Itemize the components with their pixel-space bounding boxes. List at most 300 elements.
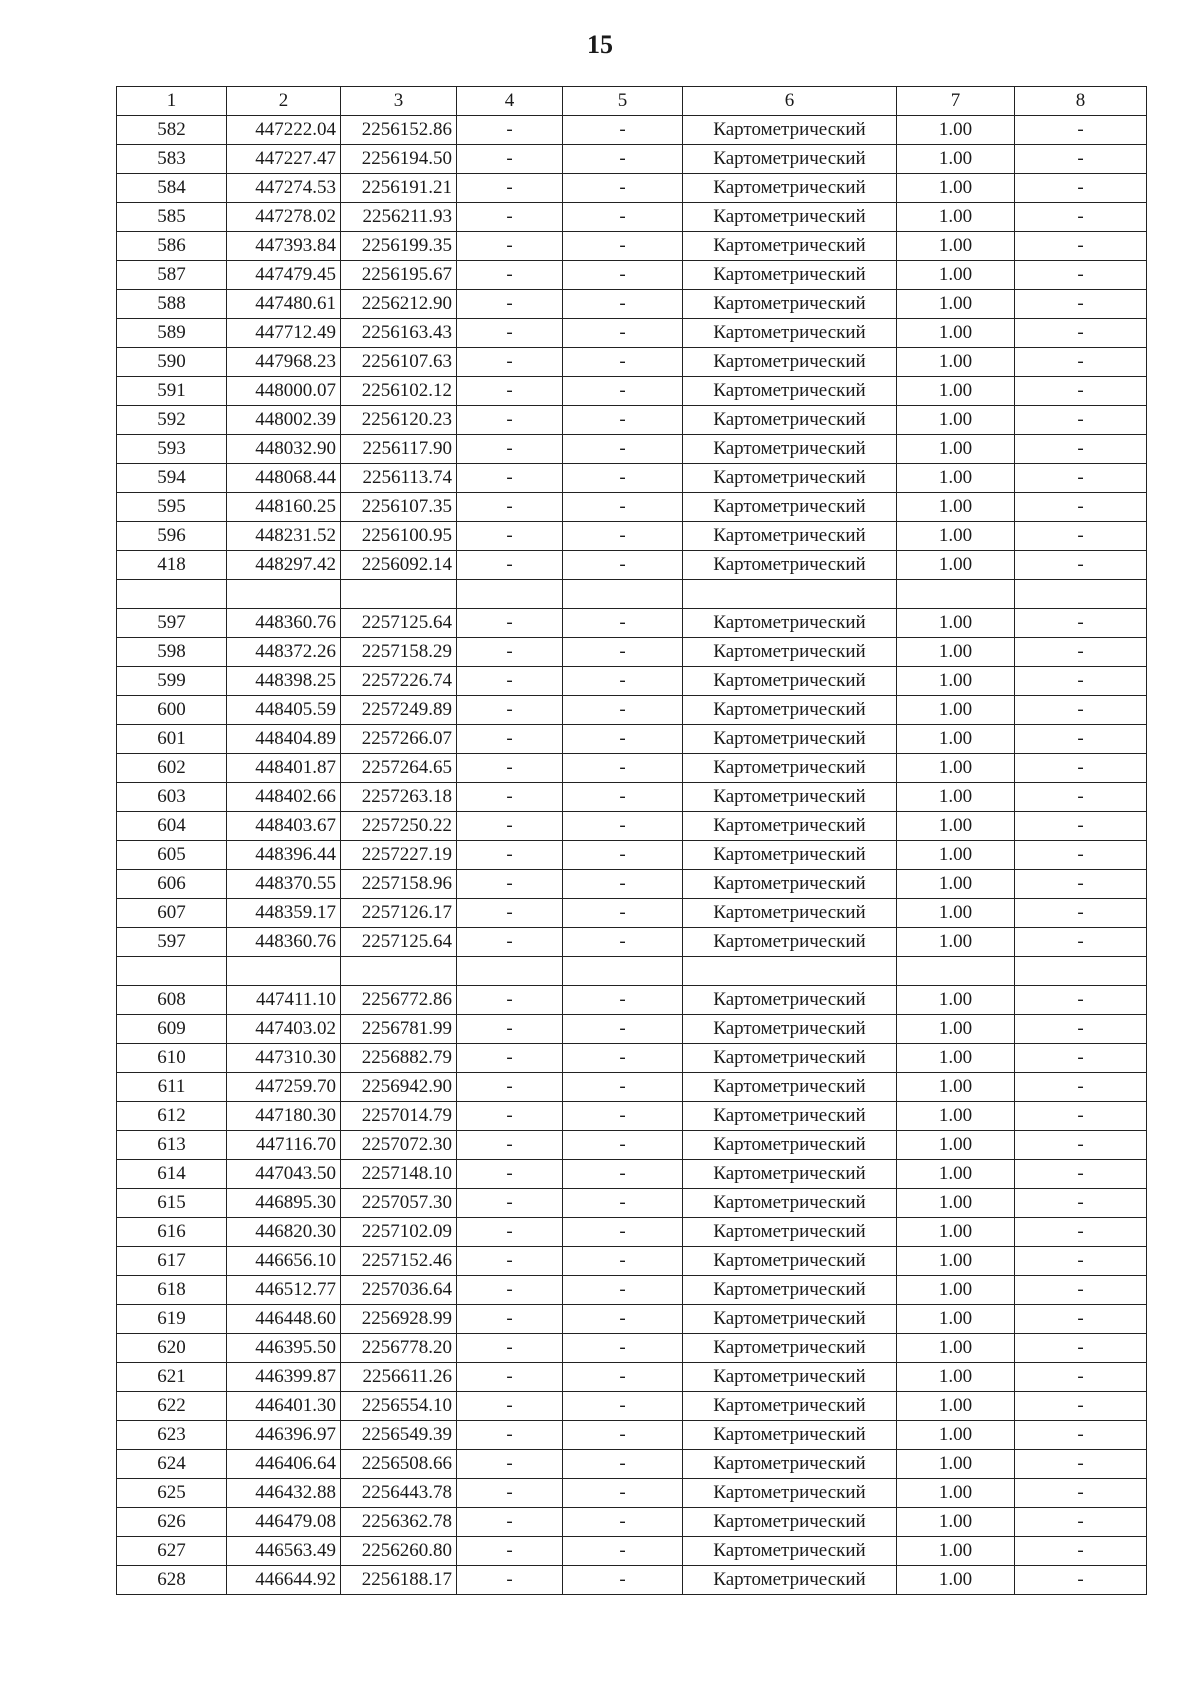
- y-coordinate-cell: 2256554.10: [341, 1392, 457, 1421]
- method-cell: Картометрический: [683, 841, 897, 870]
- accuracy-cell: 1.00: [897, 986, 1015, 1015]
- point-number-cell: 625: [117, 1479, 227, 1508]
- point-number-cell: 583: [117, 145, 227, 174]
- point-number-cell: 616: [117, 1218, 227, 1247]
- accuracy-cell: 1.00: [897, 551, 1015, 580]
- column-8-cell: -: [1015, 841, 1147, 870]
- y-coordinate-cell: 2256100.95: [341, 522, 457, 551]
- column-4-cell: -: [457, 1363, 563, 1392]
- column-8-cell: -: [1015, 319, 1147, 348]
- accuracy-cell: 1.00: [897, 1102, 1015, 1131]
- column-5-cell: -: [563, 696, 683, 725]
- table-row: [117, 696, 1147, 725]
- point-number-cell: 593: [117, 435, 227, 464]
- y-coordinate-cell: 2257158.96: [341, 870, 457, 899]
- column-5-cell: -: [563, 203, 683, 232]
- column-4-cell: -: [457, 696, 563, 725]
- y-coordinate-cell: 2257226.74: [341, 667, 457, 696]
- accuracy-cell: [897, 957, 1015, 986]
- column-4-cell: -: [457, 174, 563, 203]
- column-8-cell: -: [1015, 145, 1147, 174]
- table-row: [117, 1131, 1147, 1160]
- column-5-cell: -: [563, 638, 683, 667]
- x-coordinate-cell: 447393.84: [227, 232, 341, 261]
- y-coordinate-cell: 2256508.66: [341, 1450, 457, 1479]
- point-number-cell: 418: [117, 551, 227, 580]
- y-coordinate-cell: 2257148.10: [341, 1160, 457, 1189]
- method-cell: Картометрический: [683, 406, 897, 435]
- column-8-cell: -: [1015, 638, 1147, 667]
- column-4-cell: -: [457, 1508, 563, 1537]
- point-number-cell: 590: [117, 348, 227, 377]
- accuracy-cell: 1.00: [897, 406, 1015, 435]
- method-cell: Картометрический: [683, 348, 897, 377]
- y-coordinate-cell: 2257102.09: [341, 1218, 457, 1247]
- y-coordinate-cell: 2256102.12: [341, 377, 457, 406]
- table-row: [117, 406, 1147, 435]
- y-coordinate-cell: 2256772.86: [341, 986, 457, 1015]
- y-coordinate-cell: 2256191.21: [341, 174, 457, 203]
- y-coordinate-cell: 2257036.64: [341, 1276, 457, 1305]
- column-5-cell: -: [563, 1218, 683, 1247]
- column-8-cell: -: [1015, 1566, 1147, 1595]
- x-coordinate-cell: 446563.49: [227, 1537, 341, 1566]
- table-row: [117, 522, 1147, 551]
- header-cell: 2: [227, 87, 341, 116]
- point-number-cell: 597: [117, 928, 227, 957]
- column-4-cell: -: [457, 1073, 563, 1102]
- table-row: [117, 1566, 1147, 1595]
- column-8-cell: -: [1015, 174, 1147, 203]
- table-row: [117, 1073, 1147, 1102]
- method-cell: Картометрический: [683, 1305, 897, 1334]
- method-cell: Картометрический: [683, 1131, 897, 1160]
- table-row: [117, 1218, 1147, 1247]
- column-5-cell: -: [563, 464, 683, 493]
- column-8-cell: -: [1015, 899, 1147, 928]
- column-4-cell: -: [457, 232, 563, 261]
- header-row: [117, 87, 1147, 116]
- y-coordinate-cell: 2256107.63: [341, 348, 457, 377]
- y-coordinate-cell: 2256611.26: [341, 1363, 457, 1392]
- point-number-cell: 603: [117, 783, 227, 812]
- column-4-cell: -: [457, 1421, 563, 1450]
- table-row: [117, 319, 1147, 348]
- column-8-cell: -: [1015, 1334, 1147, 1363]
- method-cell: Картометрический: [683, 667, 897, 696]
- column-5-cell: -: [563, 406, 683, 435]
- accuracy-cell: 1.00: [897, 928, 1015, 957]
- x-coordinate-cell: 446644.92: [227, 1566, 341, 1595]
- table-row: [117, 493, 1147, 522]
- x-coordinate-cell: 446512.77: [227, 1276, 341, 1305]
- accuracy-cell: 1.00: [897, 290, 1015, 319]
- y-coordinate-cell: 2256211.93: [341, 203, 457, 232]
- table-row: [117, 928, 1147, 957]
- point-number-cell: 615: [117, 1189, 227, 1218]
- table-row: [117, 783, 1147, 812]
- y-coordinate-cell: 2256163.43: [341, 319, 457, 348]
- column-4-cell: -: [457, 1131, 563, 1160]
- x-coordinate-cell: 446395.50: [227, 1334, 341, 1363]
- method-cell: Картометрический: [683, 464, 897, 493]
- column-5-cell: -: [563, 841, 683, 870]
- method-cell: Картометрический: [683, 1102, 897, 1131]
- column-4-cell: -: [457, 928, 563, 957]
- table-row: [117, 725, 1147, 754]
- column-8-cell: -: [1015, 870, 1147, 899]
- method-cell: Картометрический: [683, 638, 897, 667]
- point-number-cell: 606: [117, 870, 227, 899]
- point-number-cell: 591: [117, 377, 227, 406]
- column-5-cell: -: [563, 377, 683, 406]
- method-cell: Картометрический: [683, 725, 897, 754]
- column-4-cell: -: [457, 1392, 563, 1421]
- column-4-cell: -: [457, 1450, 563, 1479]
- accuracy-cell: 1.00: [897, 1247, 1015, 1276]
- header-cell: 5: [563, 87, 683, 116]
- column-8-cell: -: [1015, 522, 1147, 551]
- x-coordinate-cell: 448359.17: [227, 899, 341, 928]
- column-5-cell: -: [563, 1276, 683, 1305]
- table-row: [117, 1392, 1147, 1421]
- point-number-cell: 612: [117, 1102, 227, 1131]
- method-cell: Картометрический: [683, 319, 897, 348]
- column-4-cell: -: [457, 1218, 563, 1247]
- x-coordinate-cell: 446448.60: [227, 1305, 341, 1334]
- table-row: [117, 1276, 1147, 1305]
- column-8-cell: [1015, 957, 1147, 986]
- point-number-cell: 610: [117, 1044, 227, 1073]
- y-coordinate-cell: 2256107.35: [341, 493, 457, 522]
- table-row: [117, 1363, 1147, 1392]
- column-5-cell: -: [563, 261, 683, 290]
- y-coordinate-cell: 2256260.80: [341, 1537, 457, 1566]
- column-8-cell: -: [1015, 1392, 1147, 1421]
- y-coordinate-cell: 2256212.90: [341, 290, 457, 319]
- point-number-cell: 597: [117, 609, 227, 638]
- table-row: [117, 899, 1147, 928]
- table-row: [117, 1305, 1147, 1334]
- column-4-cell: -: [457, 1479, 563, 1508]
- method-cell: Картометрический: [683, 609, 897, 638]
- column-5-cell: -: [563, 667, 683, 696]
- point-number-cell: 617: [117, 1247, 227, 1276]
- y-coordinate-cell: 2257072.30: [341, 1131, 457, 1160]
- column-5-cell: -: [563, 1334, 683, 1363]
- point-number-cell: 582: [117, 116, 227, 145]
- column-4-cell: -: [457, 783, 563, 812]
- method-cell: Картометрический: [683, 696, 897, 725]
- column-5-cell: [563, 580, 683, 609]
- x-coordinate-cell: 448372.26: [227, 638, 341, 667]
- column-8-cell: -: [1015, 261, 1147, 290]
- column-4-cell: -: [457, 1247, 563, 1276]
- method-cell: Картометрический: [683, 203, 897, 232]
- column-8-cell: -: [1015, 1073, 1147, 1102]
- x-coordinate-cell: 446820.30: [227, 1218, 341, 1247]
- x-coordinate-cell: 448000.07: [227, 377, 341, 406]
- method-cell: [683, 580, 897, 609]
- y-coordinate-cell: 2257125.64: [341, 609, 457, 638]
- table-row: [117, 1450, 1147, 1479]
- point-number-cell: 607: [117, 899, 227, 928]
- method-cell: Картометрический: [683, 290, 897, 319]
- method-cell: Картометрический: [683, 1247, 897, 1276]
- column-4-cell: -: [457, 522, 563, 551]
- table-row: [117, 261, 1147, 290]
- point-number-cell: 587: [117, 261, 227, 290]
- accuracy-cell: 1.00: [897, 1392, 1015, 1421]
- y-coordinate-cell: 2256152.86: [341, 116, 457, 145]
- header-cell: 4: [457, 87, 563, 116]
- column-8-cell: -: [1015, 1015, 1147, 1044]
- column-8-cell: -: [1015, 464, 1147, 493]
- y-coordinate-cell: 2256117.90: [341, 435, 457, 464]
- y-coordinate-cell: 2256362.78: [341, 1508, 457, 1537]
- point-number-cell: 596: [117, 522, 227, 551]
- column-8-cell: -: [1015, 435, 1147, 464]
- column-5-cell: -: [563, 812, 683, 841]
- column-8-cell: -: [1015, 406, 1147, 435]
- method-cell: Картометрический: [683, 174, 897, 203]
- x-coordinate-cell: 448398.25: [227, 667, 341, 696]
- method-cell: Картометрический: [683, 1450, 897, 1479]
- column-5-cell: -: [563, 1015, 683, 1044]
- column-8-cell: -: [1015, 1276, 1147, 1305]
- column-4-cell: -: [457, 116, 563, 145]
- column-4-cell: -: [457, 348, 563, 377]
- point-number-cell: 618: [117, 1276, 227, 1305]
- column-8-cell: -: [1015, 1508, 1147, 1537]
- column-8-cell: -: [1015, 696, 1147, 725]
- y-coordinate-cell: 2257249.89: [341, 696, 457, 725]
- x-coordinate-cell: 447712.49: [227, 319, 341, 348]
- method-cell: Картометрический: [683, 377, 897, 406]
- accuracy-cell: 1.00: [897, 319, 1015, 348]
- column-5-cell: -: [563, 1247, 683, 1276]
- table-row: [117, 348, 1147, 377]
- column-5-cell: -: [563, 1392, 683, 1421]
- table-row: [117, 1247, 1147, 1276]
- accuracy-cell: 1.00: [897, 667, 1015, 696]
- column-5-cell: -: [563, 783, 683, 812]
- column-5-cell: -: [563, 754, 683, 783]
- point-number-cell: 600: [117, 696, 227, 725]
- y-coordinate-cell: 2256188.17: [341, 1566, 457, 1595]
- column-4-cell: -: [457, 1160, 563, 1189]
- column-5-cell: -: [563, 1450, 683, 1479]
- column-4-cell: -: [457, 1305, 563, 1334]
- column-8-cell: -: [1015, 1450, 1147, 1479]
- accuracy-cell: 1.00: [897, 754, 1015, 783]
- point-number-cell: 589: [117, 319, 227, 348]
- column-5-cell: -: [563, 870, 683, 899]
- separator-row: [117, 957, 1147, 986]
- column-5-cell: -: [563, 1305, 683, 1334]
- point-number-cell: 626: [117, 1508, 227, 1537]
- x-coordinate-cell: 447222.04: [227, 116, 341, 145]
- column-5-cell: -: [563, 493, 683, 522]
- x-coordinate-cell: 447403.02: [227, 1015, 341, 1044]
- separator-row: [117, 580, 1147, 609]
- column-5-cell: -: [563, 116, 683, 145]
- method-cell: [683, 957, 897, 986]
- column-5-cell: -: [563, 145, 683, 174]
- method-cell: Картометрический: [683, 986, 897, 1015]
- column-8-cell: -: [1015, 986, 1147, 1015]
- y-coordinate-cell: 2256199.35: [341, 232, 457, 261]
- column-4-cell: -: [457, 899, 563, 928]
- method-cell: Картометрический: [683, 493, 897, 522]
- method-cell: Картометрический: [683, 1508, 897, 1537]
- x-coordinate-cell: 447479.45: [227, 261, 341, 290]
- column-8-cell: -: [1015, 1247, 1147, 1276]
- column-5-cell: -: [563, 1363, 683, 1392]
- column-4-cell: -: [457, 754, 563, 783]
- column-5-cell: -: [563, 1421, 683, 1450]
- x-coordinate-cell: 446479.08: [227, 1508, 341, 1537]
- x-coordinate-cell: 448032.90: [227, 435, 341, 464]
- column-5-cell: -: [563, 899, 683, 928]
- accuracy-cell: 1.00: [897, 145, 1015, 174]
- column-5-cell: -: [563, 986, 683, 1015]
- table-row: [117, 174, 1147, 203]
- method-cell: Картометрический: [683, 1218, 897, 1247]
- table-row: [117, 609, 1147, 638]
- method-cell: Картометрический: [683, 232, 897, 261]
- column-5-cell: -: [563, 1189, 683, 1218]
- column-8-cell: -: [1015, 1479, 1147, 1508]
- accuracy-cell: 1.00: [897, 783, 1015, 812]
- method-cell: Картометрический: [683, 1044, 897, 1073]
- method-cell: Картометрический: [683, 1015, 897, 1044]
- column-4-cell: -: [457, 1015, 563, 1044]
- column-4-cell: -: [457, 377, 563, 406]
- x-coordinate-cell: 447116.70: [227, 1131, 341, 1160]
- x-coordinate-cell: 446401.30: [227, 1392, 341, 1421]
- column-8-cell: -: [1015, 1189, 1147, 1218]
- method-cell: Картометрический: [683, 754, 897, 783]
- column-5-cell: -: [563, 1160, 683, 1189]
- table-row: [117, 1479, 1147, 1508]
- x-coordinate-cell: 448002.39: [227, 406, 341, 435]
- y-coordinate-cell: 2256778.20: [341, 1334, 457, 1363]
- x-coordinate-cell: 446656.10: [227, 1247, 341, 1276]
- column-4-cell: -: [457, 1334, 563, 1363]
- column-8-cell: -: [1015, 725, 1147, 754]
- accuracy-cell: 1.00: [897, 725, 1015, 754]
- x-coordinate-cell: 447043.50: [227, 1160, 341, 1189]
- column-4-cell: -: [457, 1276, 563, 1305]
- table-body: [117, 116, 1147, 1595]
- table-row: [117, 812, 1147, 841]
- column-5-cell: -: [563, 1073, 683, 1102]
- table-row: [117, 551, 1147, 580]
- table-row: [117, 1015, 1147, 1044]
- column-5-cell: [563, 957, 683, 986]
- point-number-cell: 614: [117, 1160, 227, 1189]
- table-row: [117, 667, 1147, 696]
- point-number-cell: 608: [117, 986, 227, 1015]
- accuracy-cell: 1.00: [897, 377, 1015, 406]
- column-8-cell: -: [1015, 1537, 1147, 1566]
- column-5-cell: -: [563, 348, 683, 377]
- column-5-cell: -: [563, 609, 683, 638]
- x-coordinate-cell: 446895.30: [227, 1189, 341, 1218]
- page-number: 15: [587, 30, 613, 59]
- method-cell: Картометрический: [683, 1189, 897, 1218]
- table-row: [117, 116, 1147, 145]
- table-row: [117, 870, 1147, 899]
- column-4-cell: -: [457, 1189, 563, 1218]
- table-row: [117, 232, 1147, 261]
- table-row: [117, 1334, 1147, 1363]
- y-coordinate-cell: 2256092.14: [341, 551, 457, 580]
- y-coordinate-cell: 2257014.79: [341, 1102, 457, 1131]
- column-5-cell: -: [563, 725, 683, 754]
- y-coordinate-cell: 2256194.50: [341, 145, 457, 174]
- point-number-cell: 595: [117, 493, 227, 522]
- point-number-cell: 604: [117, 812, 227, 841]
- table-row: [117, 638, 1147, 667]
- table-row: [117, 377, 1147, 406]
- y-coordinate-cell: 2256120.23: [341, 406, 457, 435]
- method-cell: Картометрический: [683, 116, 897, 145]
- y-coordinate-cell: 2257152.46: [341, 1247, 457, 1276]
- accuracy-cell: 1.00: [897, 261, 1015, 290]
- column-8-cell: -: [1015, 667, 1147, 696]
- y-coordinate-cell: [341, 957, 457, 986]
- point-number-cell: 594: [117, 464, 227, 493]
- table-row: [117, 754, 1147, 783]
- method-cell: Картометрический: [683, 435, 897, 464]
- column-4-cell: -: [457, 1537, 563, 1566]
- column-4-cell: -: [457, 609, 563, 638]
- y-coordinate-cell: [341, 580, 457, 609]
- column-8-cell: -: [1015, 928, 1147, 957]
- point-number-cell: 592: [117, 406, 227, 435]
- x-coordinate-cell: 446406.64: [227, 1450, 341, 1479]
- accuracy-cell: 1.00: [897, 1479, 1015, 1508]
- accuracy-cell: 1.00: [897, 1363, 1015, 1392]
- x-coordinate-cell: [227, 957, 341, 986]
- point-number-cell: 619: [117, 1305, 227, 1334]
- point-number-cell: 623: [117, 1421, 227, 1450]
- column-5-cell: -: [563, 435, 683, 464]
- accuracy-cell: 1.00: [897, 1160, 1015, 1189]
- x-coordinate-cell: 447968.23: [227, 348, 341, 377]
- method-cell: Картометрический: [683, 1421, 897, 1450]
- column-8-cell: -: [1015, 493, 1147, 522]
- column-8-cell: -: [1015, 812, 1147, 841]
- column-8-cell: -: [1015, 609, 1147, 638]
- point-number-cell: 588: [117, 290, 227, 319]
- point-number-cell: 620: [117, 1334, 227, 1363]
- accuracy-cell: 1.00: [897, 1276, 1015, 1305]
- table-row: [117, 1421, 1147, 1450]
- x-coordinate-cell: 448297.42: [227, 551, 341, 580]
- point-number-cell: 622: [117, 1392, 227, 1421]
- column-4-cell: -: [457, 406, 563, 435]
- y-coordinate-cell: 2256549.39: [341, 1421, 457, 1450]
- point-number-cell: 611: [117, 1073, 227, 1102]
- table-row: [117, 1160, 1147, 1189]
- x-coordinate-cell: 448370.55: [227, 870, 341, 899]
- x-coordinate-cell: [227, 580, 341, 609]
- method-cell: Картометрический: [683, 1276, 897, 1305]
- column-4-cell: -: [457, 203, 563, 232]
